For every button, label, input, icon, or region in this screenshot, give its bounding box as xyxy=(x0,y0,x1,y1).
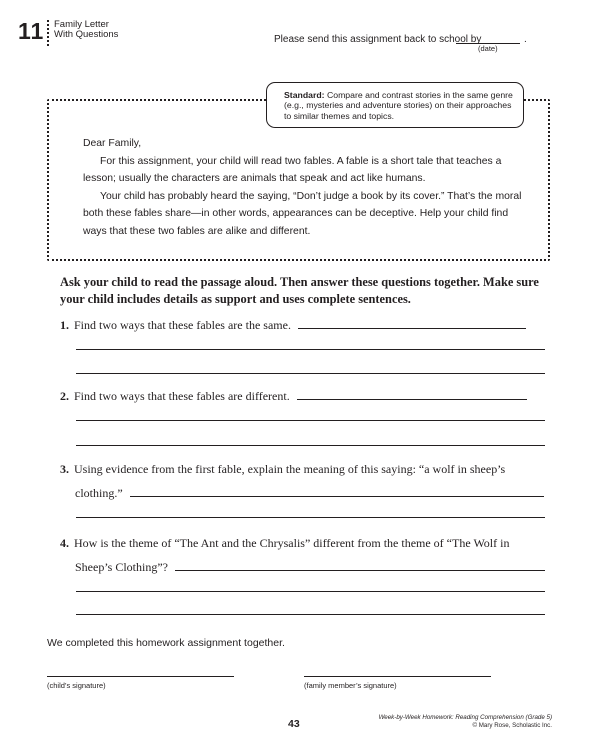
letter-paragraph-2: Your child has probably heard the saying, “Don’t judge a book by its cover.” That’s the moral both these fables share—in other words, appearances can be deceptive. Help your child find ways that these two fables are alike and different. xyxy=(83,190,522,237)
answer-line[interactable] xyxy=(76,420,545,421)
question-number: 2. xyxy=(60,389,69,403)
lesson-divider xyxy=(47,20,49,46)
child-signature-caption: (child’s signature) xyxy=(47,681,106,690)
lesson-title-line-2: With Questions xyxy=(54,29,119,40)
question-text-continued: clothing.” xyxy=(75,486,123,500)
lesson-title-line-1: Family Letter xyxy=(54,19,109,30)
answer-line[interactable] xyxy=(76,349,545,350)
question-3 xyxy=(60,459,505,479)
family-signature-caption: (family member’s signature) xyxy=(304,681,397,690)
question-number: 4. xyxy=(60,536,69,550)
answer-line[interactable] xyxy=(76,591,545,592)
question-number: 1. xyxy=(60,318,69,332)
answer-line[interactable] xyxy=(130,495,544,497)
answer-line[interactable] xyxy=(76,373,545,374)
credit xyxy=(340,714,552,729)
question-3-continued xyxy=(60,483,544,503)
question-text: Find two ways that these fables are different. xyxy=(74,389,290,403)
instructions: Ask your child to read the passage aloud. Then answer these questions together. Make sure your child includes details as support and uses complete sentences. xyxy=(60,275,539,306)
standard-label: Standard: xyxy=(284,90,325,100)
answer-line[interactable] xyxy=(76,445,545,446)
credit-title: Week-by-Week Homework: Reading Comprehension (Grade 5) xyxy=(378,714,552,721)
letter-greeting: Dear Family, xyxy=(83,138,142,149)
answer-line[interactable] xyxy=(76,517,545,518)
question-text: Using evidence from the first fable, explain the meaning of this saying: “a wolf in sheep’s xyxy=(74,462,506,476)
question-4 xyxy=(60,533,509,553)
credit-copyright: © Mary Rose, Scholastic Inc. xyxy=(472,721,552,729)
completion-statement: We completed this homework assignment together. xyxy=(47,637,285,649)
question-text: Find two ways that these fables are the same. xyxy=(74,318,291,332)
due-date-period: . xyxy=(524,34,527,45)
question-2 xyxy=(60,386,527,406)
question-number: 3. xyxy=(60,462,69,476)
question-text-continued: Sheep’s Clothing”? xyxy=(75,560,168,574)
lesson-title xyxy=(54,20,118,40)
date-caption: (date) xyxy=(478,44,498,53)
letter-paragraph-1: For this assignment, your child will read two fables. A fable is a short tale that teaches a lesson; usually the characters are animals that speak and act like humans. xyxy=(83,155,502,184)
standard-callout xyxy=(266,82,524,128)
standard-text: Compare and contrast stories in the same genre (e.g., mysteries and adventure stories) on their approaches to similar themes and topics. xyxy=(284,90,513,121)
family-letter xyxy=(83,135,523,240)
answer-line[interactable] xyxy=(298,327,526,329)
question-4-continued xyxy=(60,557,545,577)
question-text: How is the theme of “The Ant and the Chrysalis” different from the theme of “The Wolf in xyxy=(74,536,510,550)
answer-line[interactable] xyxy=(76,614,545,615)
question-1 xyxy=(60,315,526,335)
due-date-prompt: Please send this assignment back to school by xyxy=(274,34,482,45)
family-signature-field[interactable] xyxy=(304,676,491,677)
answer-line[interactable] xyxy=(297,398,527,400)
answer-line[interactable] xyxy=(175,569,545,571)
child-signature-field[interactable] xyxy=(47,676,234,677)
lesson-number: 11 xyxy=(18,18,45,44)
page-number: 43 xyxy=(288,718,300,730)
